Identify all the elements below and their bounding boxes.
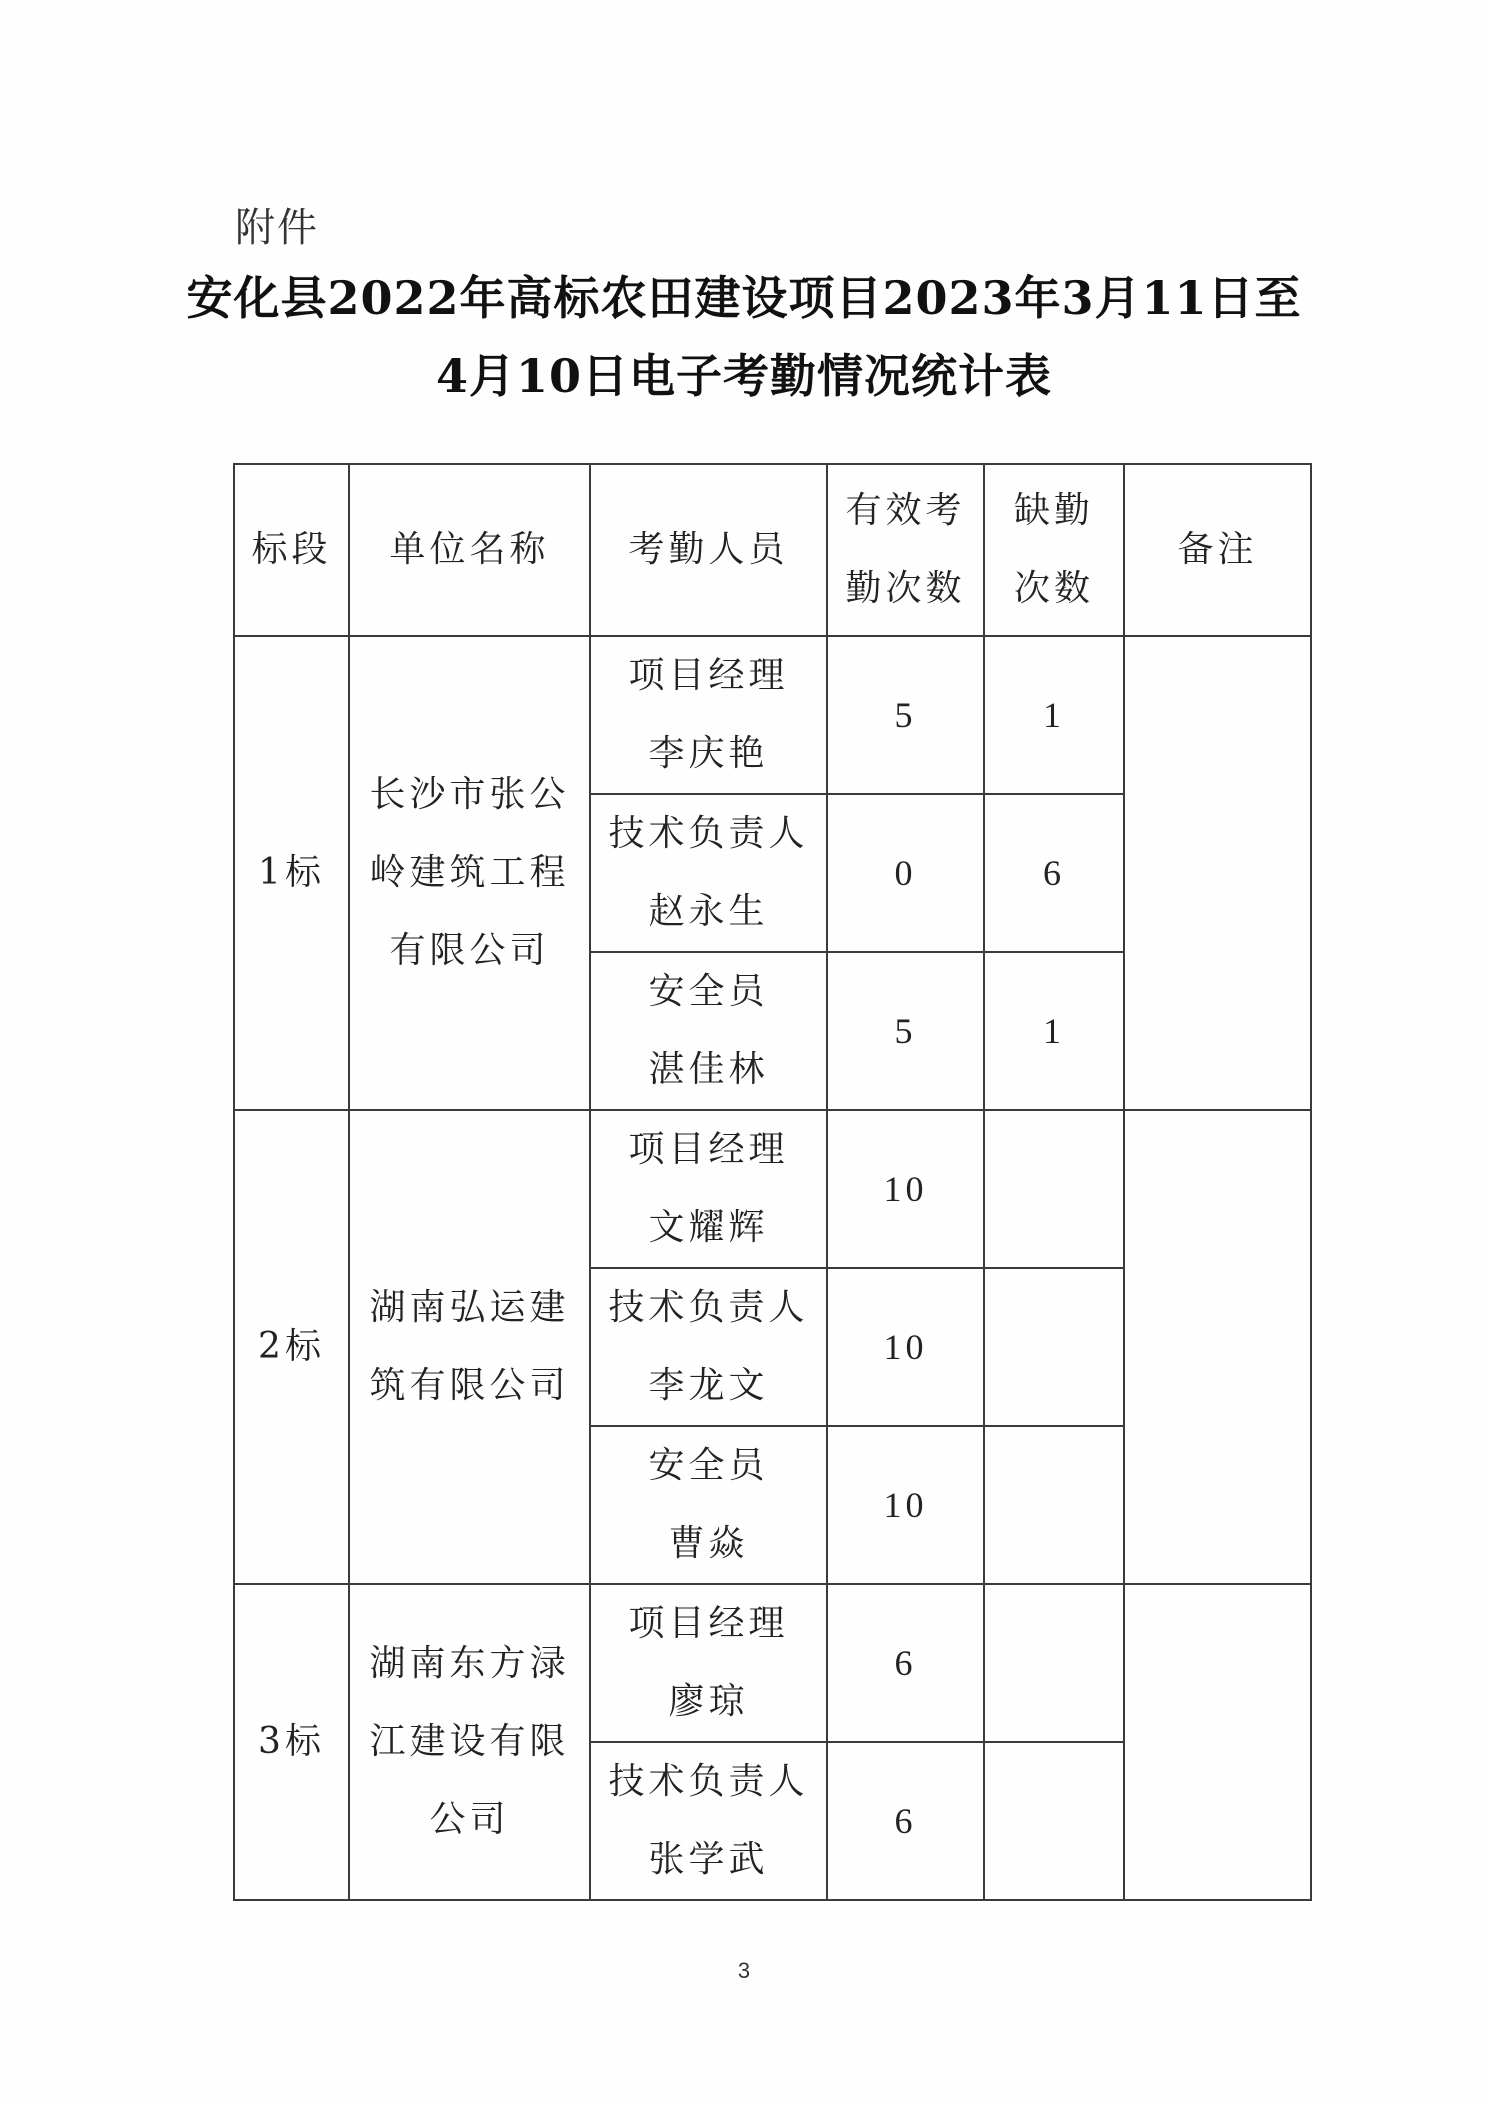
- personnel-role: 安全员: [648, 1445, 769, 1486]
- personnel-name: 赵永生: [648, 891, 769, 932]
- valid-count-cell: 0: [827, 794, 984, 952]
- valid-count-cell: 5: [827, 952, 984, 1110]
- personnel-role: 安全员: [648, 971, 769, 1012]
- absent-count-cell: [984, 1742, 1124, 1900]
- header-section: 标段: [234, 464, 349, 636]
- personnel-cell: [590, 1584, 827, 1742]
- header-valid-line-1: 有效考: [845, 490, 966, 531]
- unit-name-line: 长沙市张公: [369, 774, 570, 815]
- header-valid-count: [827, 464, 984, 636]
- valid-count-cell: 6: [827, 1742, 984, 1900]
- valid-count-cell: 10: [827, 1110, 984, 1268]
- personnel-cell: [590, 794, 827, 952]
- personnel-name: 李龙文: [648, 1365, 769, 1406]
- valid-count-cell: 6: [827, 1584, 984, 1742]
- unit-name-line: 湖南东方渌: [369, 1643, 570, 1684]
- absent-count-cell: [984, 1110, 1124, 1268]
- remarks-cell: [1124, 636, 1311, 1110]
- unit-name-cell: [349, 636, 590, 1110]
- personnel-name: 张学武: [648, 1839, 769, 1880]
- absent-count-cell: [984, 1426, 1124, 1584]
- header-personnel: 考勤人员: [590, 464, 827, 636]
- unit-name-cell: [349, 1110, 590, 1584]
- header-absent-count: [984, 464, 1124, 636]
- personnel-cell: [590, 1426, 827, 1584]
- section-cell: 3标: [234, 1584, 349, 1900]
- table-row: [234, 1110, 1311, 1268]
- personnel-cell: [590, 1742, 827, 1900]
- personnel-name: 湛佳林: [648, 1049, 769, 1090]
- document-title-line-2: 4月10日电子考勤情况统计表: [435, 349, 1053, 403]
- absent-count-cell: [984, 1584, 1124, 1742]
- valid-count-cell: 10: [827, 1426, 984, 1584]
- remarks-cell: [1124, 1584, 1311, 1900]
- section-cell: 2标: [234, 1110, 349, 1584]
- personnel-role: 项目经理: [628, 1129, 789, 1170]
- unit-name-line: 江建设有限: [369, 1721, 570, 1762]
- valid-count-cell: 5: [827, 636, 984, 794]
- absent-count-cell: 1: [984, 636, 1124, 794]
- header-remarks: 备注: [1124, 464, 1311, 636]
- unit-name-line: 岭建筑工程: [369, 852, 570, 893]
- header-absent-line-1: 缺勤: [1013, 490, 1094, 531]
- header-absent-line-2: 次数: [1013, 568, 1094, 609]
- section-cell: 1标: [234, 636, 349, 1110]
- unit-name-line: 湖南弘运建: [369, 1287, 570, 1328]
- personnel-cell: [590, 1268, 827, 1426]
- table-row: [234, 636, 1311, 794]
- unit-name-line: 有限公司: [389, 930, 550, 971]
- valid-count-cell: 10: [827, 1268, 984, 1426]
- attendance-table: [233, 463, 1312, 1901]
- personnel-cell: [590, 1110, 827, 1268]
- table-row: [234, 1584, 1311, 1742]
- personnel-cell: [590, 952, 827, 1110]
- unit-name-line: 公司: [429, 1799, 510, 1840]
- personnel-name: 李庆艳: [648, 733, 769, 774]
- personnel-name: 曹焱: [668, 1523, 749, 1564]
- absent-count-cell: [984, 1268, 1124, 1426]
- remarks-cell: [1124, 1110, 1311, 1584]
- unit-name-line: 筑有限公司: [369, 1365, 570, 1406]
- personnel-role: 项目经理: [628, 655, 789, 696]
- page-number: 3: [737, 1958, 751, 1983]
- header-unit-name: 单位名称: [349, 464, 590, 636]
- absent-count-cell: 1: [984, 952, 1124, 1110]
- document-title-line-1: 安化县2022年高标农田建设项目2023年3月11日至: [186, 271, 1302, 325]
- header-valid-line-2: 勤次数: [845, 568, 966, 609]
- personnel-role: 技术负责人: [608, 813, 809, 854]
- attachment-label: 附件: [235, 205, 319, 251]
- personnel-role: 技术负责人: [608, 1287, 809, 1328]
- personnel-role: 项目经理: [628, 1603, 789, 1644]
- personnel-name: 文耀辉: [648, 1207, 769, 1248]
- personnel-cell: [590, 636, 827, 794]
- personnel-name: 廖琼: [668, 1681, 749, 1722]
- personnel-role: 技术负责人: [608, 1761, 809, 1802]
- table-header-row: [234, 464, 1311, 636]
- absent-count-cell: 6: [984, 794, 1124, 952]
- unit-name-cell: [349, 1584, 590, 1900]
